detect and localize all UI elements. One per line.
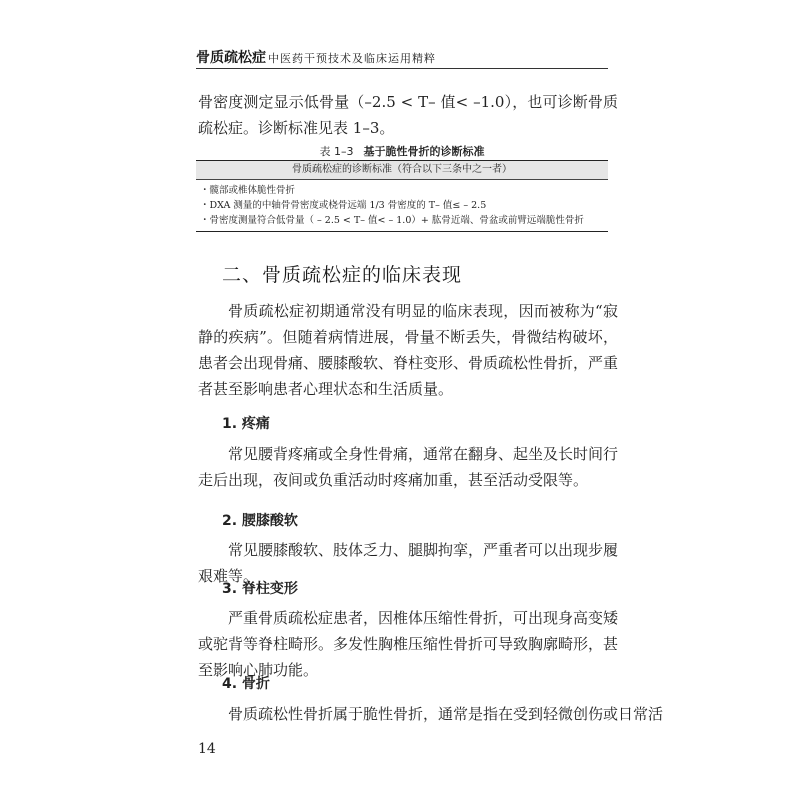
table-body	[196, 180, 608, 231]
page-number: 14	[198, 741, 216, 757]
table-number: 表 1–3	[319, 145, 354, 158]
header-rule	[196, 68, 608, 69]
subsection-text-weakness: 常见腰膝酸软、肢体乏力、腿脚拘挛，严重者可以出现步履艰难等。	[198, 541, 619, 585]
running-header	[196, 47, 436, 67]
subsection-heading-spine: 3. 脊柱变形	[222, 581, 298, 597]
subsection-heading-pain: 1. 疼痛	[222, 416, 270, 432]
table-header: 骨质疏松症的诊断标准（符合以下三条中之一者）	[196, 161, 608, 180]
book-title: 骨质疏松症	[196, 50, 266, 66]
subsection-heading-weakness: 2. 腰膝酸软	[222, 513, 298, 529]
diagnosis-table	[196, 160, 608, 232]
section-title: 二、骨质疏松症的临床表现	[222, 264, 463, 286]
table-row: ・髋部或椎体脆性骨折	[200, 185, 296, 196]
subsection-text-pain: 常见腰背疼痛或全身性骨痛，通常在翻身、起坐及长时间行走后出现，夜间或负重活动时疼痛加重，甚至活动受限等。	[198, 445, 619, 489]
subsection-text-fracture: 骨质疏松性骨折属于脆性骨折，通常是指在受到轻微创伤或日常活	[228, 705, 664, 723]
table-caption-text: 基于脆性骨折的诊断标准	[363, 145, 485, 158]
book-subtitle: 中医药干预技术及临床运用精粹	[268, 52, 436, 65]
table-caption	[196, 143, 608, 159]
table-row: ・DXA 测量的中轴骨骨密度或桡骨远端 1/3 骨密度的 T– 值≤ – 2.5	[200, 200, 487, 211]
table-row: ・骨密度测量符合低骨量（ – 2.5 < T– 值< – 1.0）+ 肱骨近端、骨盆或前臂远端脆性骨折	[200, 215, 584, 226]
subsection-text-spine: 严重骨质疏松症患者，因椎体压缩性骨折，可出现身高变矮或驼背等脊柱畸形。多发性胸椎压缩性骨折可导致胸廓畸形，甚至影响心肺功能。	[198, 609, 619, 679]
subsection-heading-fracture: 4. 骨折	[222, 676, 270, 692]
intro-paragraph: 骨密度测定显示低骨量（–2.5 < T– 值< –1.0），也可诊断骨质疏松症。诊断标准见表 1–3。	[198, 93, 618, 137]
section-paragraph: 骨质疏松症初期通常没有明显的临床表现，因而被称为“寂静的疾病”。但随着病情进展，骨量不断丢失，骨微结构破坏，患者会出现骨痛、腰膝酸软、脊柱变形、骨质疏松性骨折，严重者甚至影响患者心理状态和生活质量。	[198, 302, 619, 398]
